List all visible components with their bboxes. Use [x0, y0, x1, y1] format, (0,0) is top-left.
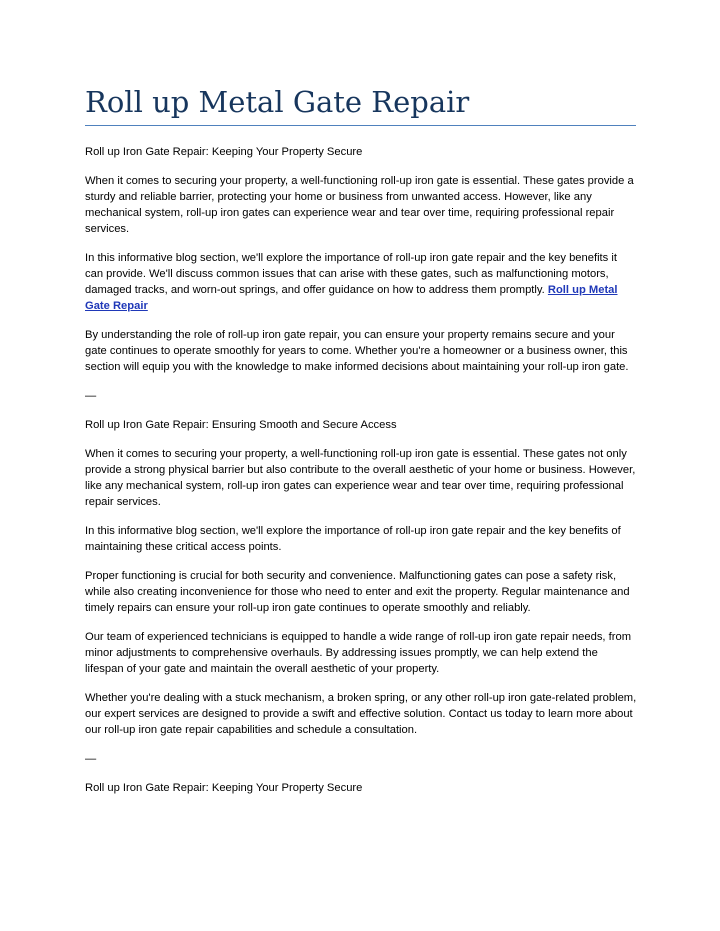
document-body — [85, 144, 637, 809]
roll-up-metal-gate-repair-link[interactable]: Roll up Metal Gate Repair — [85, 284, 618, 312]
section-2-heading: Roll up Iron Gate Repair: Ensuring Smooth and Secure Access — [85, 419, 397, 431]
title-underline-rule — [85, 125, 636, 126]
section-separator-2: — — [85, 753, 97, 765]
section-1-paragraph-3: By understanding the role of roll-up iron gate repair, you can ensure your property remains secure and your gate continues to operate smoothly for years to come. Whether you're a homeowner or a business owner, this section will equip you with the knowledge to make informed decisions about maintaining your roll-up iron gate. — [85, 329, 629, 373]
section-1-paragraph-1: When it comes to securing your property, a well-functioning roll-up iron gate is essential. These gates provide a sturdy and reliable barrier, protecting your home or business from unwanted access. However, like any mechanical system, roll-up iron gates can experience wear and tear over time, requiring professional repair services. — [85, 175, 634, 235]
section-2-paragraph-2: In this informative blog section, we'll explore the importance of roll-up iron gate repair and the key benefits of maintaining these critical access points. — [85, 525, 621, 553]
section-3-heading: Roll up Iron Gate Repair: Keeping Your Property Secure — [85, 782, 363, 794]
section-2-paragraph-1: When it comes to securing your property, a well-functioning roll-up iron gate is essential. These gates not only provide a strong physical barrier but also contribute to the overall aesthetic of your home or business. However, like any mechanical system, roll-up iron gates can experience wear and tear over time, requiring professional repair services. — [85, 448, 636, 508]
section-1-paragraph-2-text: In this informative blog section, we'll explore the importance of roll-up iron gate repair and the key benefits it can provide. We'll discuss common issues that can arise with these gates, such as malfunctioning motors, damaged tracks, and worn-out springs, and offer guidance on how to address them promptly. — [85, 252, 617, 296]
section-separator-1: — — [85, 390, 97, 402]
section-2-paragraph-3: Proper functioning is crucial for both security and convenience. Malfunctioning gates can pose a safety risk, while also creating inconvenience for those who need to enter and exit the property. Regular maintenance and timely repairs can ensure your roll-up iron gate continues to operate smoothly and reliably. — [85, 570, 630, 614]
section-2-paragraph-5: Whether you're dealing with a stuck mechanism, a broken spring, or any other roll-up iron gate-related problem, our expert services are designed to provide a swift and effective solution. Contact us today to learn more about our roll-up iron gate repair capabilities and schedule a consultation. — [85, 692, 637, 736]
page-title: Roll up Metal Gate Repair — [85, 85, 470, 119]
section-2-paragraph-4: Our team of experienced technicians is equipped to handle a wide range of roll-up iron gate repair needs, from minor adjustments to comprehensive overhauls. By addressing issues promptly, we can help extend the lifespan of your gate and maintain the overall aesthetic of your property. — [85, 631, 632, 675]
section-1-heading: Roll up Iron Gate Repair: Keeping Your Property Secure — [85, 146, 363, 158]
section-1-paragraph-2 — [85, 250, 637, 314]
